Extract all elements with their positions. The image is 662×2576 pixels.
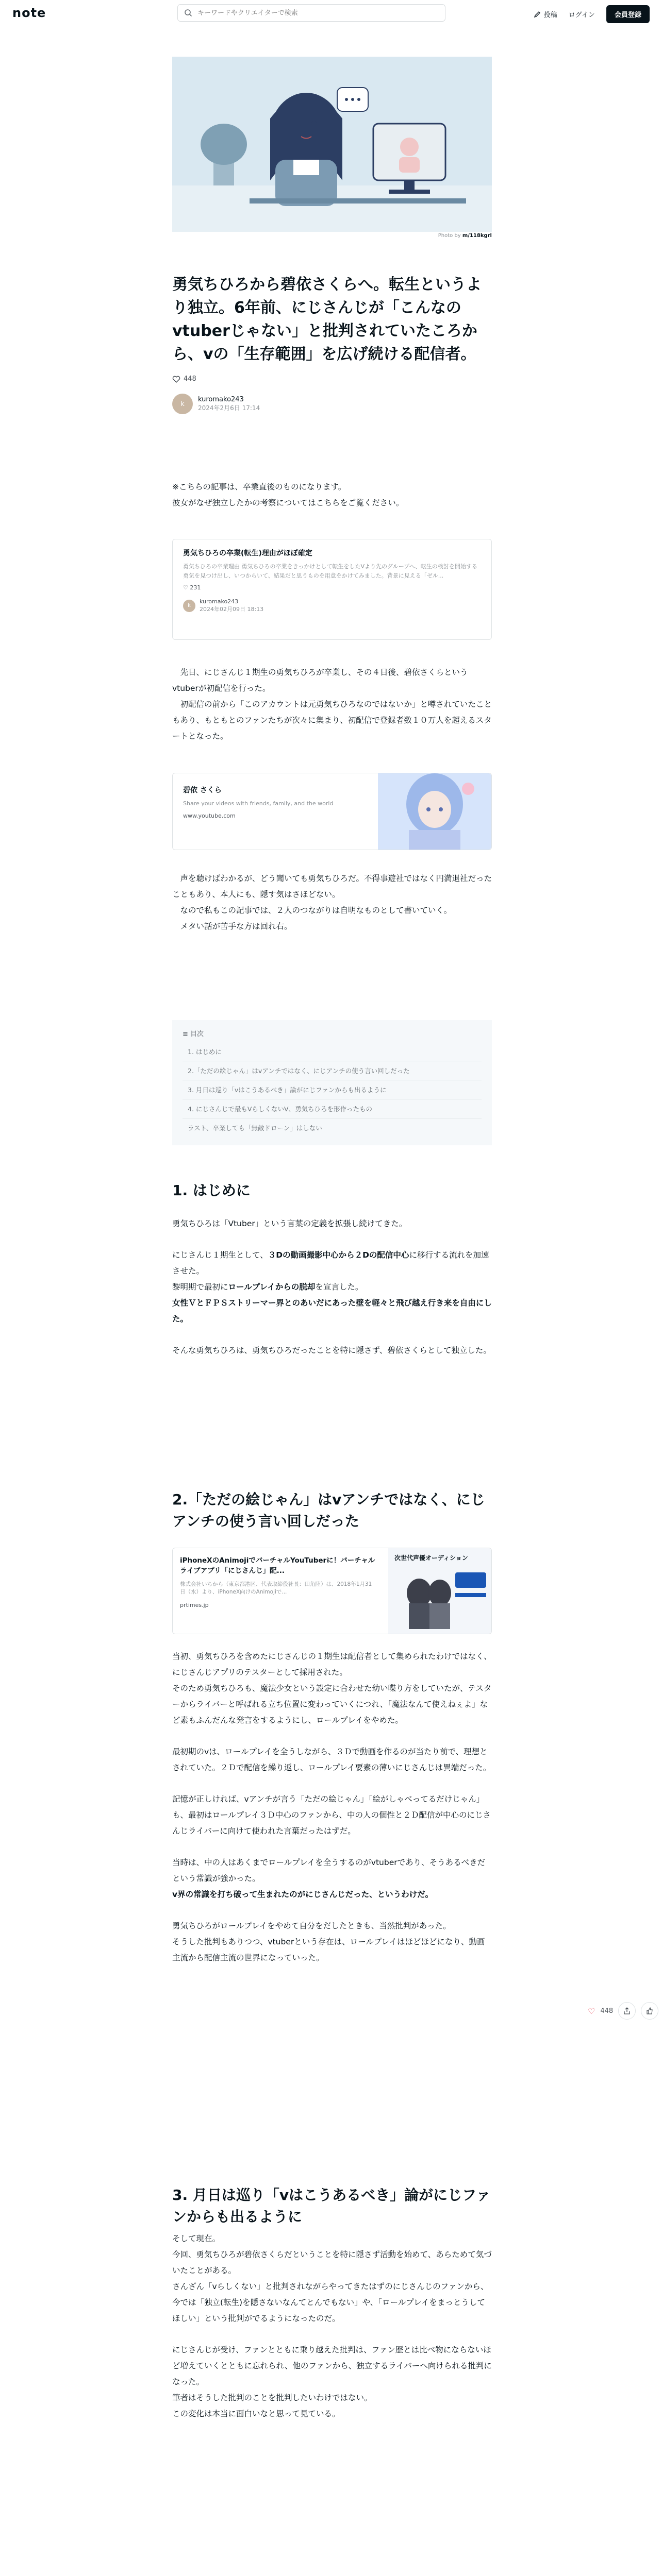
like-button[interactable]: [641, 2002, 658, 2020]
body-paragraph: v界の常識を打ち破って生まれたのがにじさんじだった、というわけだ。: [172, 1890, 434, 1899]
body-paragraph: 先日、にじさんじ１期生の勇気ちひろが卒業し、その４日後、碧依さくらというvtuberが初配信を行った。: [172, 668, 468, 693]
section-heading-2: 2.「ただの絵じゃん」はvアンチではなく、にじアンチの使う言い回しだった: [172, 1491, 485, 1530]
body-paragraph: この変化は本当に面白いなと思って見ている。: [172, 2409, 340, 2418]
toc-title-text: 目次: [190, 1030, 204, 1038]
intro-text: [172, 479, 492, 511]
section-1-body: [172, 1216, 492, 1359]
toc-item[interactable]: 3. 月日は巡り「vはこうあるべき」論がにじファンからも出るように: [183, 1080, 482, 1099]
text-span: に移行する流れを加速させた。: [172, 1250, 489, 1276]
section-heading-3: 3. 月日は巡り「vはこうあるべき」論がにじファンからも出るように: [172, 2187, 491, 2225]
embed-title: iPhoneXのAnimojiでバーチャルYouTuberに！バーチャルライブアプリ「にじさんじ」配...: [180, 1556, 375, 1575]
body-paragraph: 最初期のvは、ロールプレイを全うしながら、３Ｄで動画を作るのが当たり前で、理想とされていた。２Ｄで配信を繰り返し、ロールプレイ要素の薄いにじさんじは異端だった。: [172, 1747, 491, 1772]
table-of-contents: [172, 1020, 492, 1145]
embed-description: Share your videos with friends, family, and the world: [183, 800, 334, 807]
body-paragraph: 今回、勇気ちひろが碧依さくらだということを特に隠さず活動を始めて、あらためて気づいたことがある。: [172, 2250, 492, 2275]
body-section-1: [172, 665, 492, 744]
embed-card-prtimes[interactable]: [172, 1548, 492, 1634]
embed-domain: prtimes.jp: [180, 1602, 209, 1608]
post-label: 投稿: [543, 11, 557, 19]
embed-description: 株式会社いちから（東京都港区、代表取締役社長：田角陸）は、2018年1月31日（水）より、iPhoneX向けのAnimojiで...: [180, 1581, 372, 1596]
body-paragraph: 女性ＶとＦＰＳストリーマー界とのあいだにあった壁を軽々と飛び越え行き来を自由にした。: [172, 1298, 492, 1324]
section-3-body: [172, 2231, 492, 2422]
text-span: 黎明期で最初に: [172, 1282, 228, 1292]
floating-actions: [588, 2002, 658, 2020]
body-section-2: [172, 871, 492, 935]
embed-likes-count: 231: [190, 584, 201, 591]
embed-title: 勇気ちひろの卒業(転生)理由がほぼ確定: [183, 549, 312, 557]
search-box[interactable]: [177, 4, 445, 22]
toc-item[interactable]: 1. はじめに: [183, 1042, 482, 1061]
author-block[interactable]: [172, 394, 260, 414]
share-icon: [623, 2007, 631, 2014]
embed-description: 勇気ちひろの卒業理由 勇気ちひろの卒業をきっかけとして転生をしたVより先のグループへ、転生の検討を開始する勇気を見つけ出し、いつからいて、結果だと思うものを用意をかけてみました。背景に見える「ゼル...: [183, 563, 477, 579]
author-meta: [198, 396, 260, 412]
embed-date: 2024年02月09日 18:13: [200, 606, 264, 613]
body-paragraph: 記憶が正しければ、vアンチが言う「ただの絵じゃん」「絵がしゃべってるだけじゃん」も、最初はロールプレイ３Ｄ中心のファンから、中の人の個性と２Ｄ配信が中心のにじさんじライバーに向けて使われた言葉だったはずだ。: [172, 1794, 491, 1836]
body-paragraph: 初配信の前から「このアカウントは元勇気ちひろなのではないか」と噂されていたこともあり、もともとのファンたちが次々に集まり、初配信で登録者数１０万人を超えるスタートとなった。: [172, 700, 492, 741]
heart-icon: [172, 376, 180, 383]
toc-item[interactable]: 2.「ただの絵じゃん」はvアンチではなく、にじアンチの使う言い回しだった: [183, 1061, 482, 1080]
section-2-body: [172, 1649, 492, 1966]
avatar: k: [183, 600, 195, 612]
bold-span: ロールプレイからの脱却: [228, 1282, 316, 1292]
body-paragraph: そのため勇気ちひろも、魔法少女という設定に合わせた幼い喋り方をしていたが、テスターからライバーと呼ばれる立ち位置に変わっていくにつれ、「魔法なんて使えねぇよ」など素もふんだんな発言をするようにし、ロールプレイをやめた。: [172, 1684, 492, 1725]
search-icon: [184, 9, 192, 17]
intro-paragraph-1: ※こちらの記事は、卒業直後のものになります。: [172, 482, 346, 492]
hero-illustration: [172, 57, 492, 232]
thumbs-icon: [646, 2007, 653, 2014]
heart-icon[interactable]: ♡: [588, 2006, 595, 2016]
photo-credit-prefix: Photo by: [438, 233, 461, 239]
toc-item[interactable]: 4. にじさんじで最もVらしくないV、勇気ちひろを形作ったもの: [183, 1099, 482, 1118]
body-paragraph: [172, 1247, 492, 1279]
toc-item[interactable]: ラスト、卒業しても「無敵ドローン」はしない: [188, 1124, 322, 1132]
embed-likes: [183, 584, 481, 591]
body-paragraph: 筆者はそうした批判のことを批判したいわけではない。: [172, 2393, 372, 2402]
toc-title[interactable]: ≡ 目次: [183, 1030, 204, 1038]
body-paragraph: 勇気ちひろは「Vtuber」という言葉の定義を拡張し続けてきた。: [172, 1219, 407, 1228]
post-button[interactable]: [534, 9, 557, 19]
pen-icon: [534, 11, 541, 18]
body-paragraph: [172, 1279, 492, 1295]
embed-prtimes-text: [180, 1555, 376, 1608]
hero-illustration-svg: [172, 57, 492, 232]
embed-thumbnail: [378, 773, 491, 850]
top-navigation-bar: [0, 0, 662, 26]
article-likes-count: 448: [184, 375, 196, 383]
embed-side-title: 次世代声優オーディション: [394, 1554, 468, 1562]
header-actions: [534, 5, 650, 23]
body-paragraph: 当時は、中の人はあくまでロールプレイを全うするのがvtuberであり、そうあるべきだという常識が強かった。: [172, 1858, 486, 1883]
search-input[interactable]: [197, 9, 424, 17]
signup-button[interactable]: 会員登録: [606, 5, 650, 23]
body-paragraph: そうした批判もありつつ、vtuberという存在は、ロールプレイはほどほどになり、動画主流から配信主流の世界になっていった。: [172, 1937, 485, 1962]
avatar[interactable]: k: [172, 394, 193, 414]
photo-credit-name[interactable]: m/118kgrl: [462, 233, 492, 239]
body-paragraph: 勇気ちひろがロールプレイをやめて自分をだしたときも、当然批判があった。: [172, 1921, 451, 1930]
body-paragraph: にじさんじが受け、ファンとともに乗り越えた批判は、ファン歴とは比べ物にならないほど増えていくとともに忘れられ、他のファンから、独立するライバーへ向けられる批判になった。: [172, 2345, 492, 2386]
body-paragraph: メタい話が苦手な方は回れ右。: [172, 922, 292, 931]
embed-card-note[interactable]: [172, 539, 492, 640]
share-button[interactable]: [618, 2002, 636, 2020]
body-paragraph: 声を聴けばわかるが、どう聞いても勇気ちひろだ。不得事遊社ではなく円満退社だったこともあり、本人にも、隠す気はさほどない。: [172, 874, 492, 899]
body-paragraph: さんざん「vらしくない」と批判されながらやってきたはずのにじさんじのファンから、今では「独立(転生)を隠さないなんてとんでもない」や、「ロールプレイをまっとうしてほしい」という批判がでるようになったのだ。: [172, 2282, 489, 2323]
text-span: にじさんじ１期生として、: [172, 1250, 268, 1260]
floating-likes-count: 448: [600, 2007, 614, 2015]
embed-thumbnail: [388, 1548, 491, 1634]
embed-author-name: kuromako243: [200, 598, 239, 605]
body-paragraph: そして現在。: [172, 2234, 221, 2243]
section-heading-1: 1. はじめに: [172, 1182, 251, 1199]
embed-url: www.youtube.com: [183, 812, 236, 819]
note-logo[interactable]: note: [12, 6, 46, 20]
photo-credit: [172, 233, 492, 239]
article-title: 勇気ちひろから碧依さくらへ。転生というより独立。6年前、にじさんじが「こんなのvtuberじゃない」と批判されていたころから、vの「生存範囲」を広げ続ける配信者。: [172, 276, 482, 363]
author-name[interactable]: kuromako243: [198, 396, 244, 403]
publish-date: 2024年2月6日 17:14: [198, 404, 260, 412]
embed-youtube-text: [173, 773, 378, 850]
embed-author: [183, 598, 481, 613]
intro-paragraph-2: 彼女がなぜ独立したかの考察についてはこちらをご覧ください。: [172, 498, 404, 507]
text-span: を宣言した。: [315, 1282, 363, 1292]
article-likes[interactable]: [172, 375, 196, 383]
embed-title: 碧依 さくら: [183, 786, 222, 794]
body-paragraph: なので私もこの記事では、２人のつながりは自明なものとして書いていく。: [172, 906, 452, 915]
body-paragraph: 当初、勇気ちひろを含めたにじさんじの１期生は配信者として集められたわけではなく、にじさんじアプリのテスターとして採用された。: [172, 1652, 492, 1677]
bold-span: ３Dの動画撮影中心から２Dの配信中心: [268, 1250, 409, 1260]
body-paragraph: そんな勇気ちひろは、勇気ちひろだったことを特に隠さず、碧依さくらとして独立した。: [172, 1346, 491, 1355]
embed-card-youtube[interactable]: [172, 773, 492, 850]
login-link[interactable]: ログイン: [568, 11, 595, 19]
heart-icon: ♡: [183, 584, 188, 591]
